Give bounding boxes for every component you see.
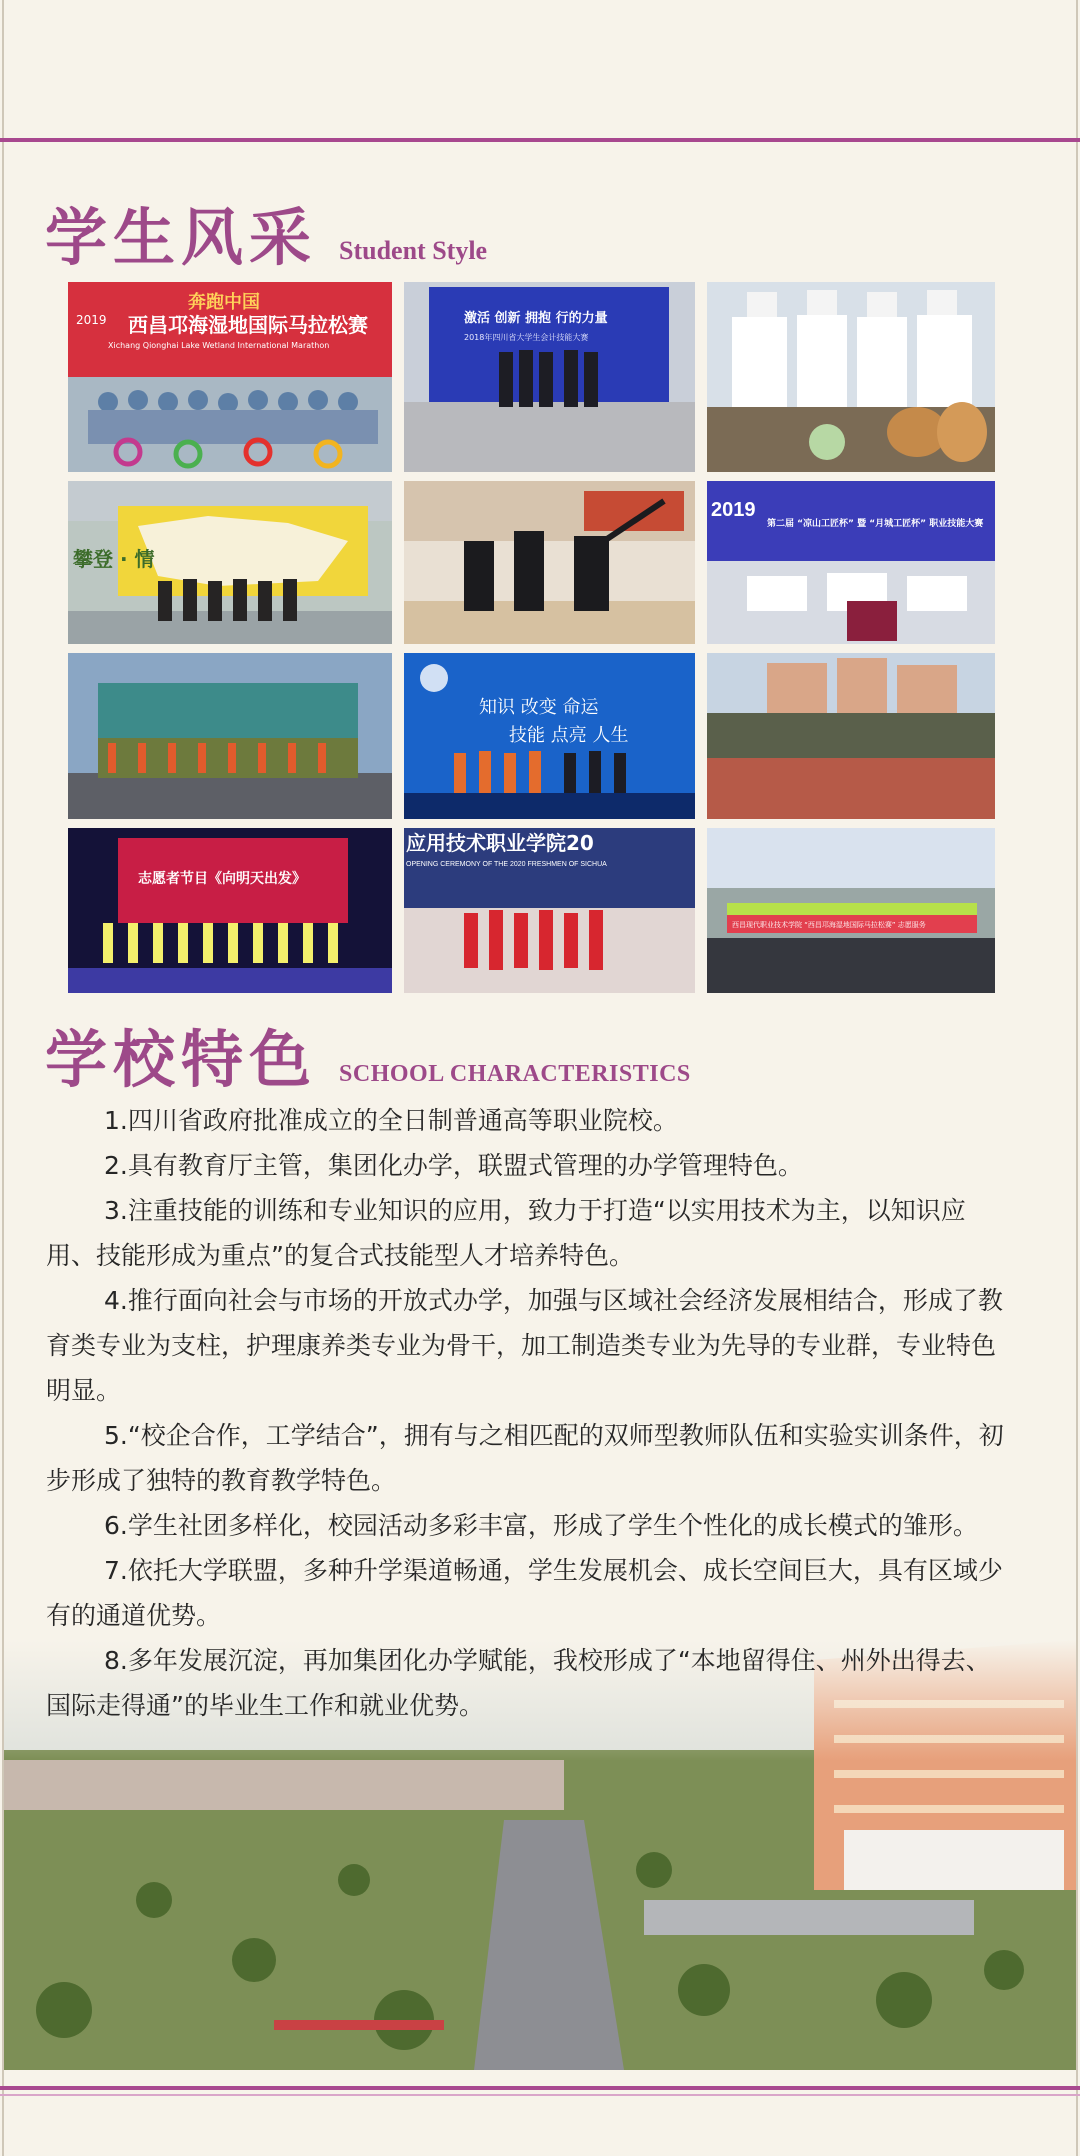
characteristics-list bbox=[46, 1098, 1012, 1728]
characteristic-item: 7.依托大学联盟，多种升学渠道畅通，学生发展机会、成长空间巨大，具有区域少有的通道优势。 bbox=[46, 1556, 1003, 1630]
photo-marathon-volunteers bbox=[707, 828, 995, 993]
bottom-divider-thin bbox=[0, 2094, 1080, 2096]
characteristic-item: 4.推行面向社会与市场的开放式办学，加强与区域社会经济发展相结合，形成了教育类专业为支柱，护理康养类专业为骨干，加工制造类专业为先导的专业群，专业特色明显。 bbox=[46, 1286, 1003, 1405]
photo-1-banner: 西昌邛海湿地国际马拉松赛 bbox=[128, 313, 368, 337]
photo-grid bbox=[68, 282, 995, 993]
photo-2-banner: 激活 创新 拥抱 行的力量 bbox=[464, 311, 608, 326]
photo-10-banner: 志愿者节目《向明天出发》 bbox=[138, 871, 306, 887]
photo-11-subtitle: OPENING CEREMONY OF THE 2020 FRESHMEN OF SICHUA bbox=[406, 861, 607, 868]
photo-map-board bbox=[68, 481, 392, 644]
photo-8-banner: 知识 改变 命运 bbox=[479, 697, 599, 718]
photo-training-stage bbox=[68, 653, 392, 819]
photo-4-banner: 攀登 · 情 bbox=[73, 547, 155, 571]
photo-dance-practice bbox=[404, 481, 695, 644]
school-characteristics-heading bbox=[45, 1010, 691, 1099]
photo-1-top: 奔跑中国 bbox=[188, 292, 260, 313]
characteristic-item: 1.四川省政府批准成立的全日制普通高等职业院校。 bbox=[104, 1106, 678, 1135]
photo-marathon-group bbox=[68, 282, 392, 472]
photo-chefs bbox=[707, 282, 995, 472]
photo-volunteer-show bbox=[68, 828, 392, 993]
photo-opening-ceremony bbox=[404, 828, 695, 993]
photo-8-subtitle: 技能 点亮 人生 bbox=[509, 725, 629, 746]
student-style-heading bbox=[45, 188, 487, 277]
page-border-right bbox=[1076, 0, 1078, 2156]
photo-knowledge-stage bbox=[404, 653, 695, 819]
characteristic-item: 2.具有教育厅主管，集团化办学，联盟式管理的办学管理特色。 bbox=[104, 1151, 803, 1180]
photo-11-banner: 应用技术职业学院20 bbox=[406, 831, 594, 855]
student-style-title-cn: 学生风采 bbox=[45, 201, 318, 274]
photo-accounting-contest bbox=[404, 282, 695, 472]
photo-skills-competition bbox=[707, 481, 995, 644]
photo-marching-drill bbox=[707, 653, 995, 819]
bottom-divider bbox=[0, 2086, 1080, 2090]
top-divider bbox=[0, 138, 1080, 142]
school-title-cn: 学校特色 bbox=[45, 1023, 318, 1096]
photo-12-banner: 西昌现代职业技术学院 “西昌邛海湿地国际马拉松赛” 志愿服务 bbox=[732, 921, 926, 929]
student-style-title-en: Student Style bbox=[339, 236, 488, 265]
photo-1-year: 2019 bbox=[76, 313, 107, 327]
characteristic-item: 8.多年发展沉淀，再加集团化办学赋能，我校形成了“本地留得住、州外出得去、国际走得通”的毕业生工作和就业优势。 bbox=[46, 1646, 991, 1720]
photo-1-subtitle: Xichang Qionghai Lake Wetland International Marathon bbox=[108, 341, 330, 350]
photo-2-subtitle: 2018年四川省大学生会计技能大赛 bbox=[464, 333, 589, 342]
characteristic-item: 5.“校企合作，工学结合”，拥有与之相匹配的双师型教师队伍和实验实训条件，初步形成了独特的教育教学特色。 bbox=[46, 1421, 1004, 1495]
characteristic-item: 3.注重技能的训练和专业知识的应用，致力于打造“以实用技术为主，以知识应用、技能形成为重点”的复合式技能型人才培养特色。 bbox=[46, 1196, 966, 1270]
photo-6-year: 2019 bbox=[711, 499, 756, 521]
characteristic-item: 6.学生社团多样化，校园活动多彩丰富，形成了学生个性化的成长模式的雏形。 bbox=[104, 1511, 978, 1540]
school-title-en: SCHOOL CHARACTERISTICS bbox=[339, 1061, 691, 1087]
photo-6-banner: 第二届 “凉山工匠杯” 暨 “月城工匠杯” 职业技能大赛 bbox=[767, 519, 984, 529]
